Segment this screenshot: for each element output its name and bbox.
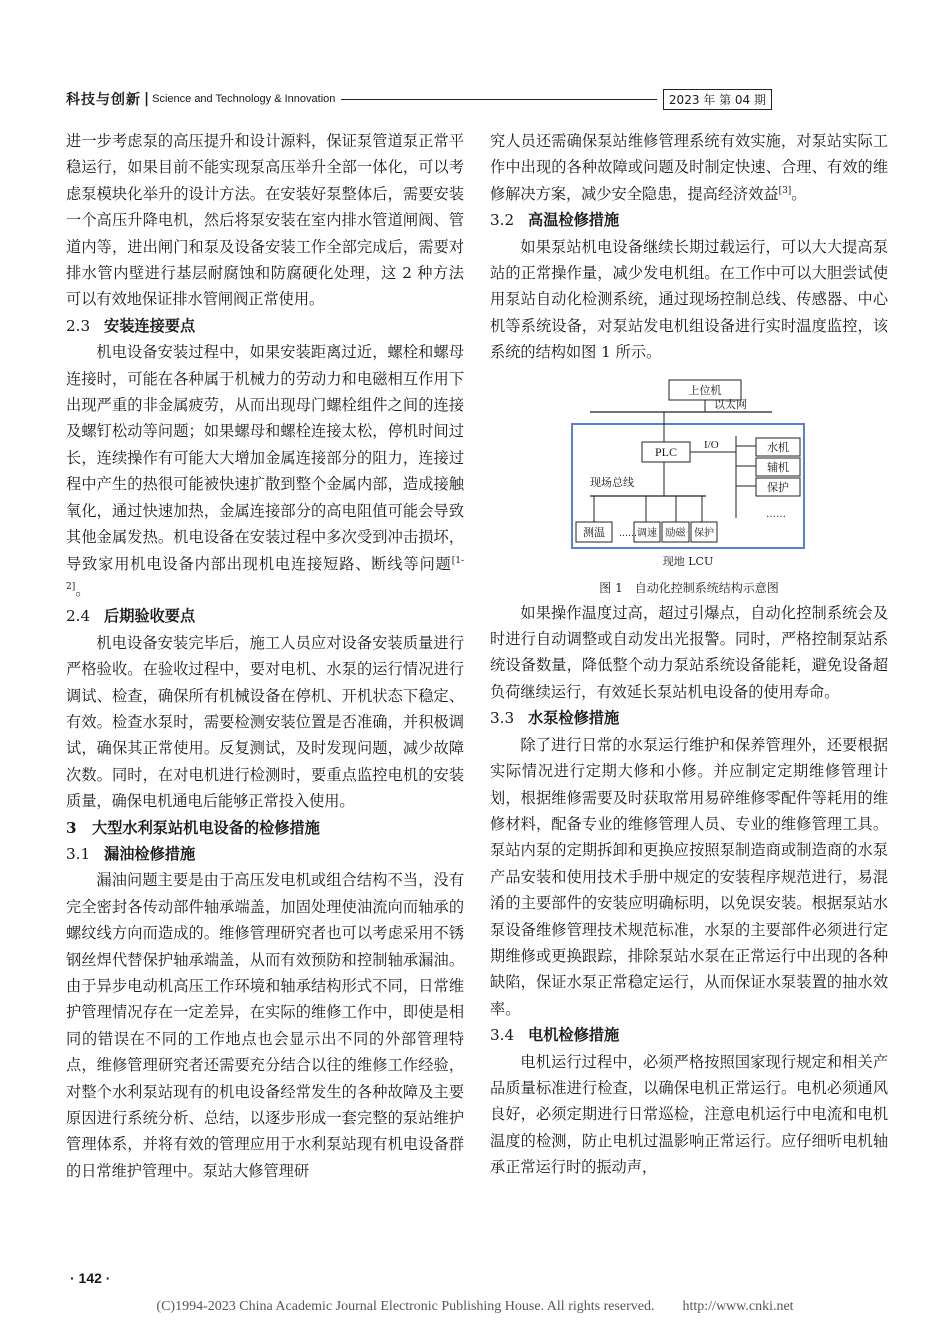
lcu-label: 现地 LCU bbox=[662, 554, 714, 568]
journal-title-en: Science and Technology & Innovation bbox=[152, 93, 336, 105]
paragraph: 除了进行日常的水泵运行维护和保养管理外，还要根据实际情况进行定期大修和小修。并应制定定期维修管理计划，根据维修需要及时获取常用易碎维修零配件等耗用的维修材料，配备专业的维修管理人员、专业的维修管理工具。泵站内泵的定期拆卸和更换应按照泵制造商或制造商的水泵产品安装和使用技术手册中规定的安装程序规范进行，易混淆的主要部件的安装应明确标明，以免误安装。根据泵站水泵设备维修管理技术规范标准，水泵的主要部件必须进行定期维修或更换跟踪，排除泵站水泵在正常运行中出现的各种缺陷，保证水泵正常稳定运行，从而保证水泵装置的抽水效率。 bbox=[490, 735, 888, 1018]
speed-label: 调速 bbox=[637, 527, 657, 539]
protect2-label: 保护 bbox=[694, 527, 714, 539]
host-computer-label: 上位机 bbox=[688, 383, 722, 397]
section-heading-3-3: 3.3 水泵检修措施 bbox=[490, 709, 620, 728]
section-heading-2-4: 2.4 后期验收要点 bbox=[66, 607, 196, 626]
protect-label: 保护 bbox=[767, 480, 789, 494]
citation: [3] bbox=[778, 185, 792, 196]
section-heading-3: 3 大型水利泵站机电设备的检修措施 bbox=[66, 818, 320, 837]
figure-caption: 图 1 自动化控制系统结构示意图 bbox=[599, 580, 779, 595]
fieldbus-label: 现场总线 bbox=[590, 475, 634, 489]
right-ellipsis: …… bbox=[766, 508, 786, 520]
bottom-ellipsis: …… bbox=[619, 528, 637, 539]
running-header bbox=[66, 88, 772, 110]
paragraph: 究人员还需确保泵站维修管理系统有效实施，对泵站实际工作中出现的各种故障或问题及时制定快速、合理、有效的维修解决方案，减少安全隐患，提高经济效益[3]。 bbox=[490, 132, 888, 203]
section-heading-3-1: 3.1 漏油检修措施 bbox=[66, 844, 196, 863]
paragraph: 机电设备安装过程中，如果安装距离过近，螺栓和螺母连接时，可能在各种属于机械力的劳动力和电磁相互作用下出现严重的非金属疲劳，从而出现母门螺栓组件之间的连接及螺钉松动等问题；如果螺母和螺栓连接太松，停机时间过长，连续操作有可能大大增加金属连接部分的阻力，连接过程中产生的热很可能被快速扩散到整个金属内部，造成接触氧化，通过快速加热，金属连接部分的高电阻值可能会导致其他金属发热。机电设备在安装过程中多次受到冲击损坏，导致家用机电设备内部出现机电连接短路、断线等问题[1-2]。 bbox=[66, 343, 464, 599]
ethernet-label: 以太网 bbox=[714, 397, 747, 411]
issue-label: 2023 年 第 04 期 bbox=[663, 89, 772, 110]
journal-title-cn: 科技与创新 bbox=[66, 92, 141, 108]
paragraph: 如果泵站机电设备继续长期过载运行，可以大大提高泵站的正常操作量，减少发电机组。在工作中可以大胆尝试使用泵站自动化检测系统，通过现场控制总线、传感器、中心机等系统设备，对泵站发电机组设备进行实时温度监控，该系统的结构如图 1 所示。 bbox=[490, 237, 888, 362]
section-heading-2-3: 2.3 安装连接要点 bbox=[66, 316, 196, 335]
temp-label: 测温 bbox=[583, 525, 605, 539]
plc-label: PLC bbox=[654, 444, 678, 459]
left-column bbox=[66, 128, 464, 1184]
citation: [1-2] bbox=[66, 555, 464, 592]
aux-label: 辅机 bbox=[767, 460, 789, 474]
paragraph: 机电设备安装完毕后，施工人员应对设备安装质量进行严格验收。在验收过程中，要对电机、水泵的运行情况进行调试、检查，确保所有机械设备在停机、开机状态下稳定、有效。检查水泵时，需要检测安装位置是否准确，并积极调试，确保其正常使用。反复测试，及时发现问题，减少故障次数。同时，在对电机进行检测时，要重点监控电机的安装质量，确保电机通电后能够正常投入使用。 bbox=[66, 633, 464, 811]
pump-label: 水机 bbox=[767, 440, 789, 454]
io-label: I/O bbox=[704, 438, 719, 451]
copyright-footer: (C)1994-2023 China Academic Journal Electronic Publishing House. All rights reserved. http://www.cnki.net bbox=[156, 1299, 794, 1314]
section-heading-3-4: 3.4 电机检修措施 bbox=[490, 1026, 620, 1045]
paragraph: 进一步考虑泵的高压提升和设计源料，保证泵管道泵正常平稳运行，如果目前不能实现泵高压举升全部一体化，可以考虑泵模块化举升的设计方法。在安装好泵整体后，需要安装一个高压升降电机，然后将泵安装在室内排水管道闸阀、管道内等，进出闸门和泵及设备安装工作全部完成后，需要对排水管内壁进行基层耐腐蚀和防腐硬化处理，这 2 种方法可以有效地保证排水管闸阀正常使用。 bbox=[66, 132, 464, 309]
paragraph: 漏油问题主要是由于高压发电机或组合结构不当，没有完全密封各传动部件轴承端盖，加固处理使油流向而轴承的螺纹线方向而造成的。维修管理研究者也可以考虑采用不锈钢丝焊代替保护轴承端盖，从而有效预防和控制轴承漏油。由于异步电动机高压工作环境和轴承结构形式不同，日常维护管理情况存在一定差异，在实际的维修工作中，即使是相同的错误在不同的工作地点也会显示出不同的外部管理特点，维修管理研究者还需要充分结合以往的维修工作经验，对整个水利泵站现有的机电设备经常发生的各种故障及主要原因进行系统分析、总结，以逐步形成一套完整的泵站维护管理体系，并将有效的管理应用于水利泵站现有机电设备群的日常维护管理中。泵站大修管理研 bbox=[66, 871, 464, 1180]
figure-1-diagram bbox=[490, 376, 888, 572]
header-rule bbox=[341, 99, 657, 100]
section-heading-3-2: 3.2 高温检修措施 bbox=[490, 211, 620, 230]
header-separator: | bbox=[144, 91, 150, 107]
excite-label: 励磁 bbox=[665, 527, 686, 539]
paragraph: 电机运行过程中，必须严格按照国家现行规定和相关产品质量标准进行检查，以确保电机正常运行。电机必须通风良好，必须定期进行日常巡检，注意电机运行中电流和电机温度的检测，防止电机过温影响正常运行。应仔细听电机轴承正常运行时的振动声， bbox=[490, 1052, 888, 1177]
right-column bbox=[490, 128, 888, 1181]
page-number: · 142 · bbox=[70, 1270, 111, 1286]
paragraph: 如果操作温度过高，超过引爆点，自动化控制系统会及时进行自动调整或自动发出光报警。同时，严格控制泵站系统设备数量，降低整个动力泵站系统设备能耗，避免设备超负荷继续运行，有效延长泵站机电设备的使用寿命。 bbox=[490, 603, 888, 701]
